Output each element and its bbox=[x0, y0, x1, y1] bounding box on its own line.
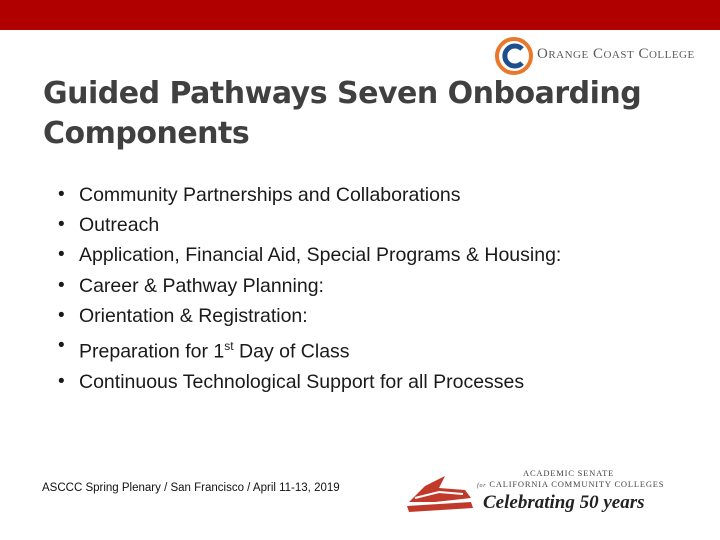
bullet-text: Career & Pathway Planning: bbox=[79, 274, 324, 297]
bullet-dot: • bbox=[58, 184, 65, 205]
senate-emblem-icon bbox=[405, 468, 477, 518]
bullet-dot: • bbox=[58, 304, 65, 326]
list-item bbox=[58, 210, 561, 240]
academic-senate-logo bbox=[405, 462, 665, 522]
college-name: Orange Coast College bbox=[537, 46, 695, 62]
bullet-text-pre: Preparation for 1 bbox=[79, 340, 225, 363]
list-item bbox=[58, 367, 561, 397]
senate-line-1: ACADEMIC SENATE bbox=[523, 468, 615, 478]
title-line-1: Guided Pathways Seven Onboarding bbox=[43, 76, 642, 111]
bullet-list bbox=[58, 180, 561, 397]
senate-line-2 bbox=[477, 479, 664, 489]
title-line-2: Components bbox=[43, 116, 250, 151]
bullet-text: Community Partnerships and Collaborations bbox=[79, 184, 461, 206]
list-item bbox=[58, 271, 561, 301]
senate-line-2-prefix: for bbox=[477, 483, 487, 489]
bullet-text: Orientation & Registration: bbox=[79, 304, 308, 327]
bullet-text: Application, Financial Aid, Special Programs & Housing: bbox=[79, 244, 562, 267]
college-logo bbox=[495, 37, 715, 75]
bullet-text-sup: st bbox=[224, 339, 234, 354]
bullet-dot: • bbox=[58, 370, 65, 392]
bullet-dot: • bbox=[58, 244, 65, 266]
bullet-text: Outreach bbox=[79, 214, 160, 237]
slide-title bbox=[43, 74, 643, 154]
list-item bbox=[58, 240, 561, 270]
senate-tagline: Celebrating 50 years bbox=[483, 492, 645, 513]
bullet-dot: • bbox=[58, 214, 65, 236]
footer-event-text: ASCCC Spring Plenary / San Francisco / April 11-13, 2019 bbox=[42, 482, 340, 494]
list-item bbox=[58, 331, 561, 367]
bullet-dot: • bbox=[58, 335, 65, 357]
list-item bbox=[58, 301, 561, 331]
top-accent-bar bbox=[0, 0, 720, 30]
bullet-text-post: Day of Class bbox=[233, 340, 350, 363]
bullet-text: Continuous Technological Support for all Processes bbox=[79, 370, 525, 393]
list-item bbox=[58, 180, 561, 210]
college-logo-icon bbox=[495, 37, 533, 75]
senate-line-2-text: CALIFORNIA COMMUNITY COLLEGES bbox=[489, 479, 665, 489]
bullet-dot: • bbox=[58, 274, 65, 296]
